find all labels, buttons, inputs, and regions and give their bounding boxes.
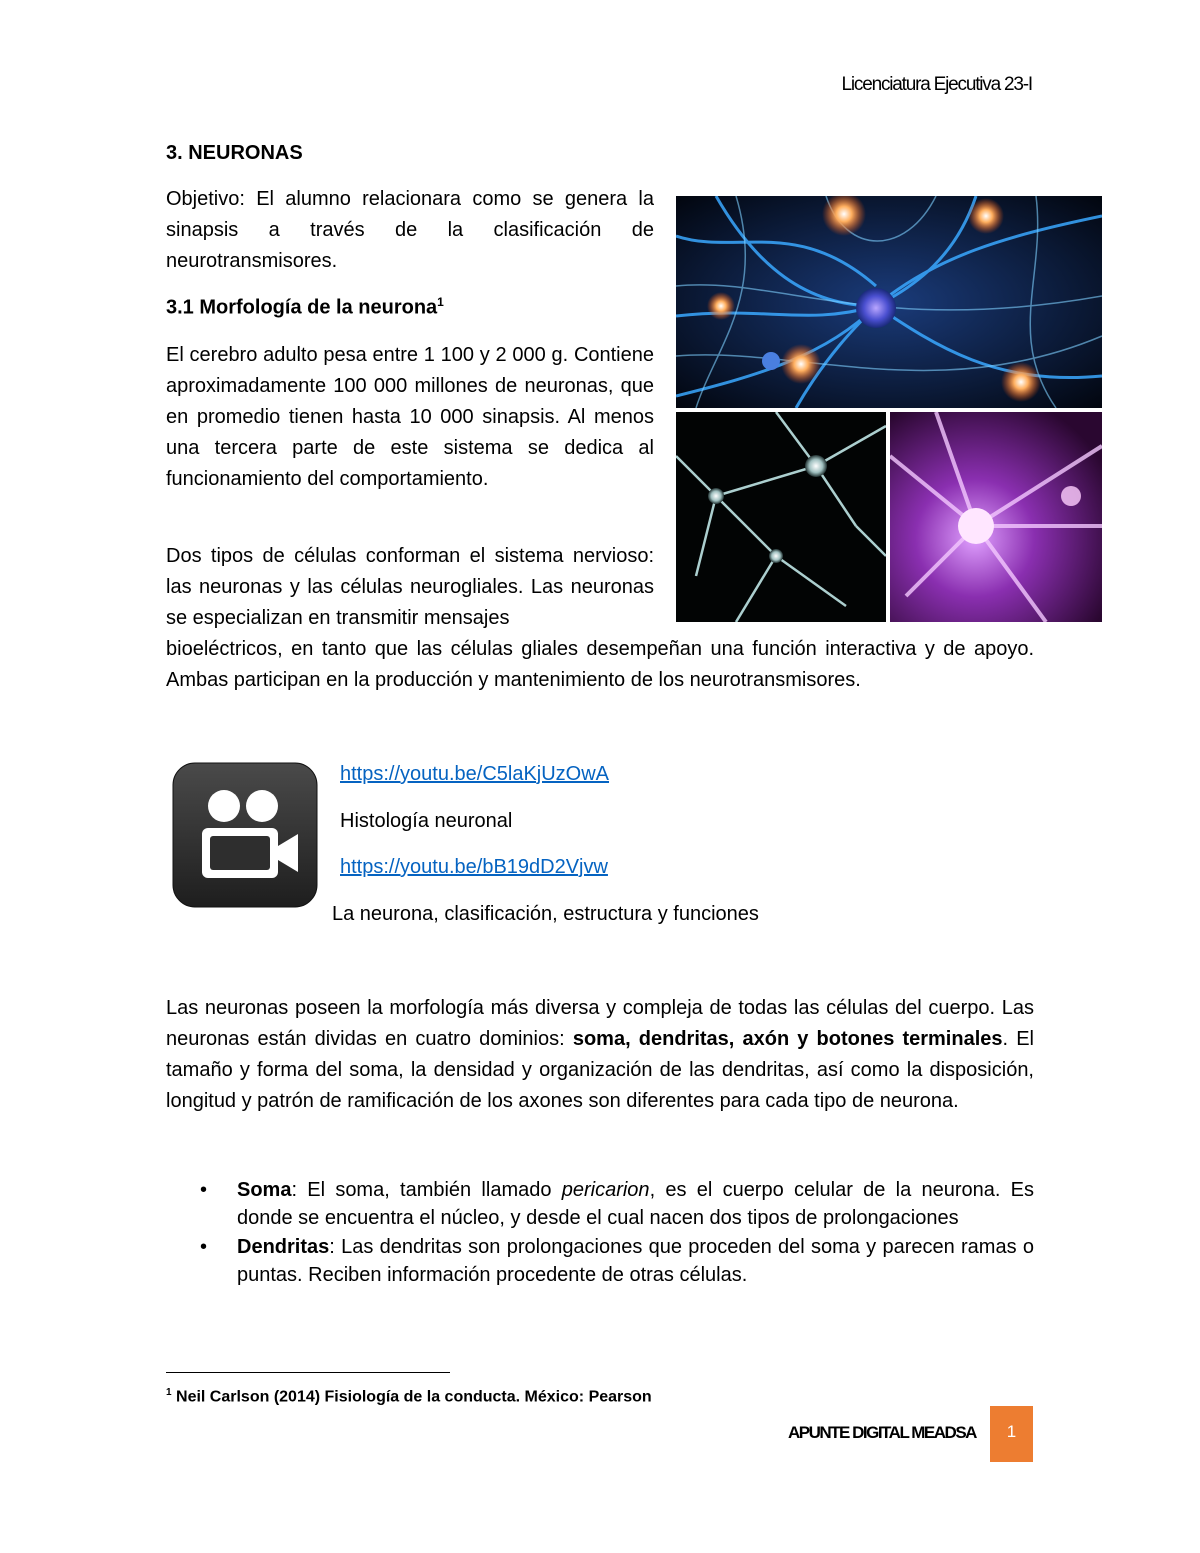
paragraph-morphology <box>166 993 1034 1117</box>
footnote-ref[interactable]: 1 <box>437 295 444 309</box>
subsection-title <box>166 295 444 320</box>
bullet-italic: pericarion <box>561 1179 650 1201</box>
footnote-text: Neil Carlson (2014) Fisiología de la conducta. México: Pearson <box>176 1388 652 1406</box>
neuron-image-collage <box>676 196 1102 622</box>
video-link-2[interactable]: https://youtu.be/bB19dD2Vjvw <box>340 856 608 878</box>
footnote <box>166 1387 652 1406</box>
objective-label: Objetivo: <box>166 188 245 210</box>
paragraph-brain: El cerebro adulto pesa entre 1 100 y 2 000 g. Contiene aproximadamente 100 000 millones de neuronas, que en promedio tienen hasta 10 000 sinapsis. Al menos una tercera parte de este sistema se dedica al funcionamiento del comportamiento. <box>166 344 654 490</box>
morphology-rest: . El tamaño y forma del soma, la densidad y organización de las dendritas, así como la disposición, longitud y patrón de ramificación de los axones son diferentes para cada tipo de neurona. <box>166 1028 1034 1112</box>
objective-paragraph <box>166 184 654 277</box>
morphology-domains: soma, dendritas, axón y botones terminales <box>572 1028 1003 1050</box>
bullet-icon: • <box>200 1236 208 1258</box>
bullet-term: Dendritas <box>237 1236 330 1258</box>
page-number: 1 <box>1006 1422 1017 1441</box>
subsection-title-text: 3.1 Morfología de la neurona <box>166 296 438 319</box>
page-header: Licenciatura Ejecutiva 23-I <box>841 74 1032 95</box>
paragraph-cells-a: Dos tipos de células conforman el sistema nervioso: las neuronas y las células neurogliales. Las neuronas se especializan en transmitir mensajes <box>166 545 654 629</box>
bullet-list <box>200 1176 1034 1290</box>
neuron-illustration <box>676 196 1102 622</box>
list-item <box>200 1233 1034 1289</box>
video-camera-icon <box>172 762 318 908</box>
bullet-icon: • <box>200 1179 208 1201</box>
bullet-text-pre: : Las dendritas son prolongaciones que proceden del soma y parecen ramas o puntas. Reciben información procedente de otras células. <box>237 1236 1034 1286</box>
section-title: 3. NEURONAS <box>166 142 303 164</box>
footer-label: APUNTE DIGITAL MEADSA <box>788 1423 976 1442</box>
paragraph-cells-b: bioeléctricos, en tanto que las células gliales desempeñan una función interactiva y de apoyo. Ambas participan en la producción y mantenimiento de los neurotransmisores. <box>166 638 1034 691</box>
video-link-1[interactable]: https://youtu.be/C5laKjUzOwA <box>340 763 610 785</box>
footnote-separator <box>166 1372 450 1373</box>
bullet-text-post: , es el cuerpo celular de la neurona. Es donde se encuentra el núcleo, y desde el cual nacen dos tipos de prolongaciones <box>237 1179 1035 1229</box>
footnote-number: 1 <box>166 1387 172 1398</box>
bullet-term: Soma <box>237 1179 292 1201</box>
bullet-text-pre: : El soma, también llamado <box>291 1179 562 1201</box>
objective-text: El alumno relacionara como se genera la sinapsis a través de la clasificación de neurotransmisores. <box>166 188 654 272</box>
list-item <box>200 1176 1034 1232</box>
video-label-2: La neurona, clasificación, estructura y funciones <box>332 903 759 925</box>
morphology-intro: Las neuronas poseen la morfología más diversa y compleja de todas las células del cuerpo. Las neuronas están dividas en cuatro dominios: <box>166 997 1034 1050</box>
video-label-1: Histología neuronal <box>340 810 513 832</box>
